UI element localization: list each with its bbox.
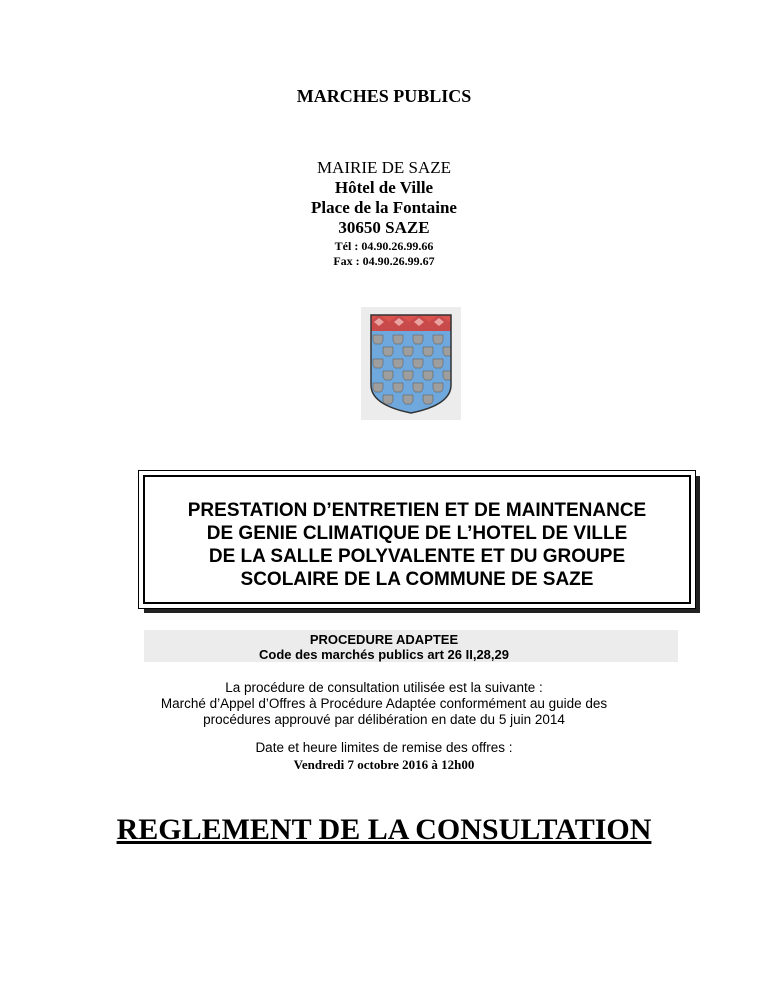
main-heading: REGLEMENT DE LA CONSULTATION — [116, 813, 652, 846]
procedure-code: Code des marchés publics art 26 II,28,29 — [258, 647, 509, 662]
contract-title — [145, 499, 689, 591]
deadline-value: Vendredi 7 octobre 2016 à 12h00 — [293, 757, 475, 772]
mairie-tel: Tél : 04.90.26.99.66 — [334, 239, 434, 253]
contract-title-line: DE GENIE CLIMATIQUE DE L’HOTEL DE VILLE — [206, 523, 628, 544]
mairie-building: Hôtel de Ville — [334, 178, 434, 197]
contract-title-line: PRESTATION D’ENTRETIEN ET DE MAINTENANCE — [187, 500, 647, 521]
mairie-city: 30650 SAZE — [338, 218, 430, 237]
intro-line: La procédure de consultation utilisée est la suivante : — [225, 680, 543, 695]
procedure-title: PROCEDURE ADAPTEE — [309, 632, 459, 647]
title-box — [138, 470, 696, 609]
mairie-fax: Fax : 04.90.26.99.67 — [333, 254, 435, 268]
intro-description: procédures approuvé par délibération en date du 5 juin 2014 — [203, 712, 565, 727]
intro-description: Marché d’Appel d’Offres à Procédure Adaptée conformément au guide des — [160, 696, 608, 711]
header-title: MARCHES PUBLICS — [296, 86, 472, 106]
contract-title-line: DE LA SALLE POLYVALENTE ET DU GROUPE — [208, 546, 626, 567]
mairie-name: MAIRIE DE SAZE — [316, 158, 452, 177]
deadline-label: Date et heure limites de remise des offres : — [255, 740, 513, 755]
title-box-inner-border — [143, 475, 691, 604]
contract-title-line: SCOLAIRE DE LA COMMUNE DE SAZE — [240, 569, 594, 590]
coat-of-arms-icon — [369, 313, 453, 415]
mairie-street: Place de la Fontaine — [311, 198, 457, 217]
coat-of-arms — [361, 307, 461, 420]
